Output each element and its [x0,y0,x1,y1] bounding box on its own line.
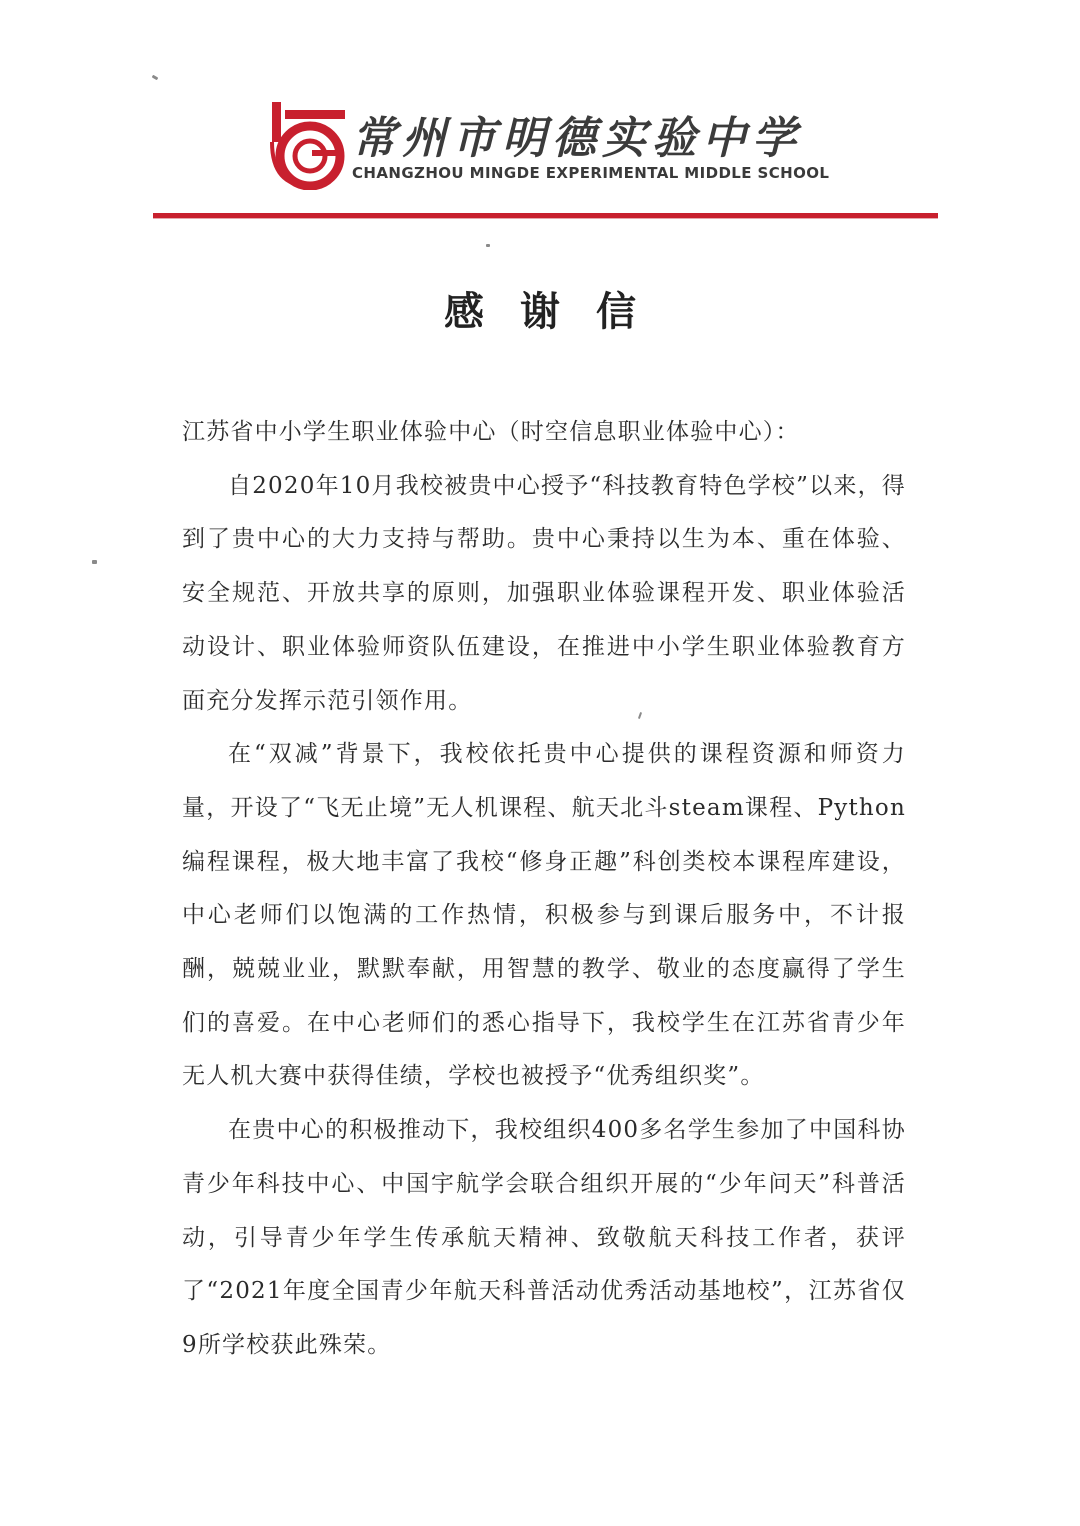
letter-paragraph: 在贵中心的积极推动下，我校组织400多名学生参加了中国科协青少年科技中心、中国宇航学会联合组织开展的“少年问天”科普活动，引导青少年学生传承航天精神、致敬航天科技工作者，获评了“2021年度全国青少年航天科普活动优秀活动基地校”，江苏省仅9所学校获此殊荣。 [182,1117,906,1358]
letterhead [262,100,830,195]
scan-speck [486,244,490,247]
school-name-english: CHANGZHOU MINGDE EXPERIMENTAL MIDDLE SCHOOL [352,164,830,182]
school-name-chinese: 常州市明德实验中学 [352,113,802,164]
school-logo-seal-icon [268,100,346,190]
scan-speck [92,560,97,564]
letter-title: 感谢信 [444,288,672,335]
letter-salutation: 江苏省中小学生职业体验中心（时空信息职业体验中心）： [182,419,800,445]
letter-paragraph: 在“双减”背景下，我校依托贵中心提供的课程资源和师资力量，开设了“飞无止境”无人机课程、航天北斗steam课程、Python编程课程，极大地丰富了我校“修身正趣”科创类校本课程库建设，中心老师们以饱满的工作热情，积极参与到课后服务中，不计报酬，兢兢业业，默默奉献，用智慧的教学、敬业的态度赢得了学生们的喜爱。在中心老师们的悉心指导下，我校学生在江苏省青少年无人机大赛中获得佳绩，学校也被授予“优秀组织奖”。 [182,741,906,1090]
letter-paragraph: 自2020年10月我校被贵中心授予“科技教育特色学校”以来，得到了贵中心的大力支持与帮助。贵中心秉持以生为本、重在体验、安全规范、开放共享的原则，加强职业体验课程开发、职业体验活动设计、职业体验师资队伍建设，在推进中小学生职业体验教育方面充分发挥示范引领作用。 [182,472,906,714]
letterhead-divider [153,213,938,219]
letter-body [182,406,906,1373]
scan-speck [152,75,159,81]
